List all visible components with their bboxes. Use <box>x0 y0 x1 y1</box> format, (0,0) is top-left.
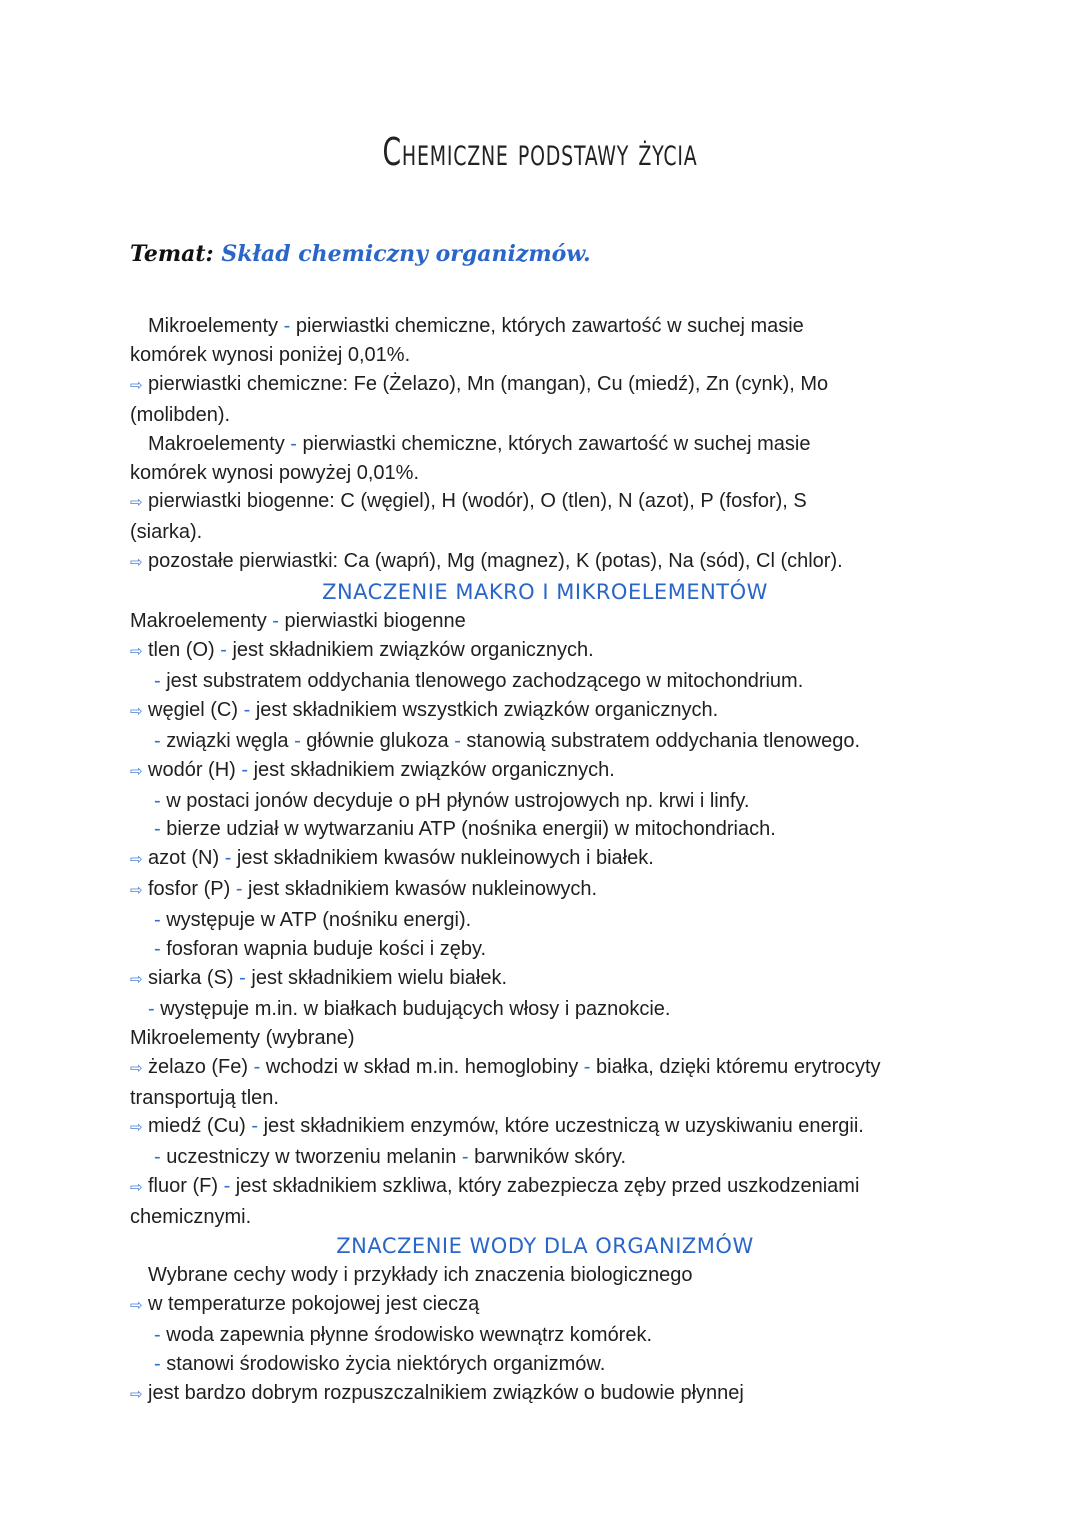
text-line: ⇨ wodór (H) - jest składnikiem związków organicznych. <box>130 756 960 787</box>
text-line: - uczestniczy w tworzeniu melanin - barwników skóry. <box>154 1146 627 1169</box>
section-heading-water: ZNACZENIE WODY DLA ORGANIZMÓW <box>336 1234 754 1259</box>
text-line: Makroelementy - pierwiastki chemiczne, których zawartość w suchej masie <box>148 432 811 455</box>
arrow-icon: ⇨ <box>130 851 143 869</box>
text-line: chemicznymi. <box>130 1206 252 1229</box>
arrow-icon: ⇨ <box>130 1059 143 1077</box>
topic-line <box>130 241 591 267</box>
text-line: ⇨ fluor (F) - jest składnikiem szkliwa, który zabezpiecza zęby przed uszkodzeniami <box>130 1172 960 1203</box>
arrow-icon: ⇨ <box>130 642 143 660</box>
topic-label: Temat: <box>130 241 214 267</box>
text-line: - fosforan wapnia buduje kości i zęby. <box>154 938 487 961</box>
arrow-icon: ⇨ <box>130 376 143 394</box>
arrow-icon: ⇨ <box>130 1119 143 1137</box>
text-line: ⇨ pierwiastki biogenne: C (węgiel), H (wodór), O (tlen), N (azot), P (fosfor), S <box>130 487 960 518</box>
text-line: komórek wynosi poniżej 0,01%. <box>130 343 411 366</box>
text-line: Mikroelementy (wybrane) <box>130 1026 355 1049</box>
text-line: ⇨ jest bardzo dobrym rozpuszczalnikiem związków o budowie płynnej <box>130 1379 960 1410</box>
text-line: - występuje w ATP (nośniku energi). <box>154 909 472 932</box>
text-line: (siarka). <box>130 521 203 544</box>
arrow-icon: ⇨ <box>130 1385 143 1403</box>
arrow-icon: ⇨ <box>130 970 143 988</box>
text-line: ⇨ fosfor (P) - jest składnikiem kwasów nukleinowych. <box>130 875 960 906</box>
arrow-icon: ⇨ <box>130 882 143 900</box>
text-line: ⇨ tlen (O) - jest składnikiem związków organicznych. <box>130 636 960 667</box>
text-line: ⇨ miedź (Cu) - jest składnikiem enzymów, które uczestniczą w uzyskiwaniu energii. <box>130 1112 960 1143</box>
text-line: - jest substratem oddychania tlenowego zachodzącego w mitochondrium. <box>154 669 804 692</box>
arrow-icon: ⇨ <box>130 554 143 572</box>
text-line: - w postaci jonów decyduje o pH płynów ustrojowych np. krwi i linfy. <box>154 789 750 812</box>
text-line: ⇨ żelazo (Fe) - wchodzi w skład m.in. hemoglobiny - białka, dzięki któremu erytrocyty <box>130 1053 960 1084</box>
text-line: ⇨ pierwiastki chemiczne: Fe (Żelazo), Mn (mangan), Cu (miedź), Zn (cynk), Mo <box>130 370 960 401</box>
arrow-icon: ⇨ <box>130 1296 143 1314</box>
text-line: (molibden). <box>130 403 231 426</box>
text-line: Makroelementy - pierwiastki biogenne <box>130 610 466 633</box>
text-line: - bierze udział w wytwarzaniu ATP (nośnika energii) w mitochondriach. <box>154 818 776 841</box>
section-heading-elements: ZNACZENIE MAKRO I MIKROELEMENTÓW <box>322 580 768 605</box>
text-line: Mikroelementy - pierwiastki chemiczne, których zawartość w suchej masie <box>148 315 804 337</box>
arrow-icon: ⇨ <box>130 494 143 512</box>
text-line: - woda zapewnia płynne środowisko wewnątrz komórek. <box>154 1323 653 1346</box>
text-line: ⇨ węgiel (C) - jest składnikiem wszystkich związków organicznych. <box>130 696 960 727</box>
text-line: ⇨ pozostałe pierwiastki: Ca (wapń), Mg (magnez), K (potas), Na (sód), Cl (chlor). <box>130 547 960 578</box>
text-line: Wybrane cechy wody i przykłady ich znaczenia biologicznego <box>148 1264 693 1286</box>
text-line: - występuje m.in. w białkach budujących włosy i paznokcie. <box>148 997 671 1020</box>
text-line: - związki węgla - głównie glukoza - stanowią substratem oddychania tlenowego. <box>154 729 860 752</box>
notes-body <box>130 312 960 1410</box>
topic-value: Skład chemiczny organizmów. <box>221 241 591 267</box>
text-line: ⇨ siarka (S) - jest składnikiem wielu białek. <box>130 964 960 995</box>
text-line: - stanowi środowisko życia niektórych organizmów. <box>154 1352 606 1375</box>
page-title: Chemiczne podstawy życia <box>382 130 698 174</box>
text-line: ⇨ w temperaturze pokojowej jest cieczą <box>130 1290 960 1321</box>
arrow-icon: ⇨ <box>130 1179 143 1197</box>
text-line: ⇨ azot (N) - jest składnikiem kwasów nukleinowych i białek. <box>130 844 960 875</box>
text-line: komórek wynosi powyżej 0,01%. <box>130 461 420 484</box>
arrow-icon: ⇨ <box>130 762 143 780</box>
text-line: transportują tlen. <box>130 1086 279 1109</box>
arrow-icon: ⇨ <box>130 702 143 720</box>
